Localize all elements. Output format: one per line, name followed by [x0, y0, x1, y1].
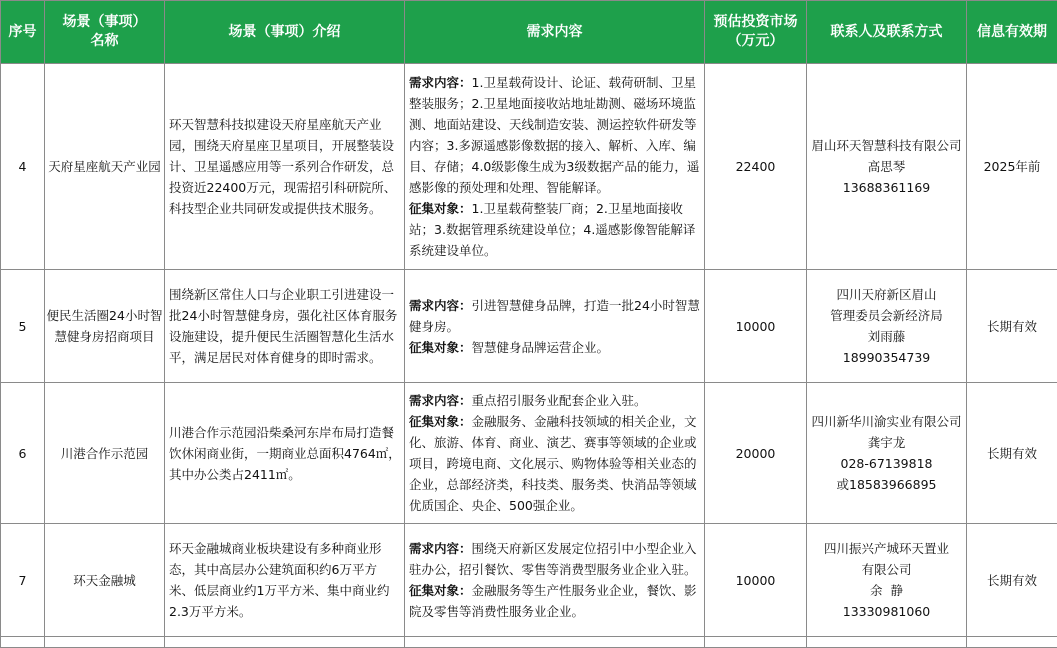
cell-demand [405, 64, 705, 270]
contact-phone: 13688361169 [807, 177, 966, 198]
contact-phone: 028-67139818 [807, 453, 966, 474]
target-label: 征集对象： [409, 414, 472, 429]
header-intro: 场景（事项）介绍 [165, 1, 405, 64]
cell-seq: 6 [1, 383, 45, 524]
demand-text: 引进智慧健身品牌，打造一批24小时智慧健身房。 [409, 298, 700, 334]
target-text: 金融服务等生产性服务业企业，餐饮、影院及零售等消费性服务业企业。 [409, 583, 697, 619]
cell-contact [807, 383, 967, 524]
demand-label: 需求内容： [409, 393, 472, 408]
cell-demand [405, 524, 705, 637]
cell-intro: 环天金融城商业板块建设有多种商业形态，其中高层办公建筑面积约6万平方米、低层商业约1万平方米、集中商业约2.3万平方米。 [165, 524, 405, 637]
header-row [1, 1, 1057, 64]
contact-person: 余 静 [807, 580, 966, 601]
contact-org: 四川新华川渝实业有限公司 [807, 411, 966, 432]
cell-seq: 4 [1, 64, 45, 270]
contact-phone: 18990354739 [807, 347, 966, 368]
cell-empty [705, 637, 807, 648]
cell-empty [807, 637, 967, 648]
contact-org-dept: 管理委员会新经济局 [807, 305, 966, 326]
target-text: 金融服务、金融科技领域的相关企业，文化、旅游、体育、商业、演艺、赛事等领域的企业或项目，跨境电商、文化展示、购物体验等相关业态的企业，总部经济类，科技类、服务类、快消品等领域优质国企、央企、500强企业。 [409, 414, 697, 513]
table-row-partial [1, 637, 1057, 648]
cell-validity: 长期有效 [967, 270, 1057, 383]
table-row [1, 270, 1057, 383]
target-label: 征集对象： [409, 201, 472, 216]
cell-intro: 川港合作示范园沿柴桑河东岸布局打造餐饮休闲商业街，一期商业总面积4764㎡，其中办公类占2411㎡。 [165, 383, 405, 524]
cell-intro: 环天智慧科技拟建设天府星座航天产业园，围绕天府星座卫星项目，开展整装设计、卫星遥感应用等一系列合作研发，总投资近22400万元，现需招引科研院所、科技型企业共同研发或提供技术服务。 [165, 64, 405, 270]
header-seq: 序号 [1, 1, 45, 64]
cell-demand [405, 383, 705, 524]
contact-org: 四川振兴产城环天置业 [807, 538, 966, 559]
header-invest: 预估投资市场（万元） [705, 1, 807, 64]
cell-empty [165, 637, 405, 648]
table-row [1, 524, 1057, 637]
demand-paragraph [409, 538, 701, 580]
table-row [1, 64, 1057, 270]
demand-text: 围绕天府新区发展定位招引中小型企业入驻办公，招引餐饮、零售等消费型服务业企业入驻。 [409, 541, 697, 577]
target-paragraph [409, 337, 701, 358]
cell-demand [405, 270, 705, 383]
cell-name: 天府星座航天产业园 [45, 64, 165, 270]
demand-label: 需求内容： [409, 541, 472, 556]
target-text: 1.卫星载荷整装厂商；2.卫星地面接收站；3.数据管理系统建设单位；4.遥感影像智能解译系统建设单位。 [409, 201, 695, 258]
header-contact: 联系人及联系方式 [807, 1, 967, 64]
cell-empty [1, 637, 45, 648]
demand-paragraph [409, 295, 701, 337]
demand-paragraph [409, 72, 701, 198]
demand-paragraph [409, 390, 701, 411]
header-validity: 信息有效期 [967, 1, 1057, 64]
contact-phone-alt: 或18583966895 [807, 474, 966, 495]
cell-validity: 长期有效 [967, 383, 1057, 524]
cell-name: 便民生活圈24小时智慧健身房招商项目 [45, 270, 165, 383]
cell-contact [807, 64, 967, 270]
demand-text: 重点招引服务业配套企业入驻。 [472, 393, 647, 408]
contact-org: 四川天府新区眉山 [807, 284, 966, 305]
contact-org-suffix: 有限公司 [807, 559, 966, 580]
contact-org: 眉山环天智慧科技有限公司 [807, 135, 966, 156]
contact-person: 刘雨藤 [807, 326, 966, 347]
contact-person: 高思琴 [807, 156, 966, 177]
target-label: 征集对象： [409, 340, 472, 355]
target-label: 征集对象： [409, 583, 472, 598]
cell-invest: 22400 [705, 64, 807, 270]
demand-text: 1.卫星载荷设计、论证、载荷研制、卫星整装服务；2.卫星地面接收站地址勘测、磁场环境监测、地面站建设、天线制造安装、测运控软件研发等内容；3.多源遥感影像数据的接入、解析、入库、编目、存储；4.0级影像生成为3级数据产品的能力，遥感影像的预处理和处理、智能解译。 [409, 75, 699, 195]
header-name: 场景（事项）名称 [45, 1, 165, 64]
header-demand: 需求内容 [405, 1, 705, 64]
cell-seq: 7 [1, 524, 45, 637]
target-paragraph [409, 411, 701, 516]
contact-phone: 13330981060 [807, 601, 966, 622]
cell-invest: 20000 [705, 383, 807, 524]
target-paragraph [409, 198, 701, 261]
cell-name: 川港合作示范园 [45, 383, 165, 524]
table-row [1, 383, 1057, 524]
cell-contact [807, 270, 967, 383]
cell-validity: 长期有效 [967, 524, 1057, 637]
cell-seq: 5 [1, 270, 45, 383]
contact-person: 龚宇龙 [807, 432, 966, 453]
cell-invest: 10000 [705, 270, 807, 383]
demand-label: 需求内容： [409, 75, 472, 90]
target-text: 智慧健身品牌运营企业。 [472, 340, 610, 355]
cell-name: 环天金融城 [45, 524, 165, 637]
target-paragraph [409, 580, 701, 622]
cell-empty [967, 637, 1057, 648]
cell-empty [45, 637, 165, 648]
cell-empty [405, 637, 705, 648]
cell-validity: 2025年前 [967, 64, 1057, 270]
cell-contact [807, 524, 967, 637]
cell-invest: 10000 [705, 524, 807, 637]
demand-label: 需求内容： [409, 298, 472, 313]
cell-intro: 围绕新区常住人口与企业职工引进建设一批24小时智慧健身房，强化社区体育服务设施建设，提升便民生活圈智慧化生活水平，满足居民对体育健身的即时需求。 [165, 270, 405, 383]
